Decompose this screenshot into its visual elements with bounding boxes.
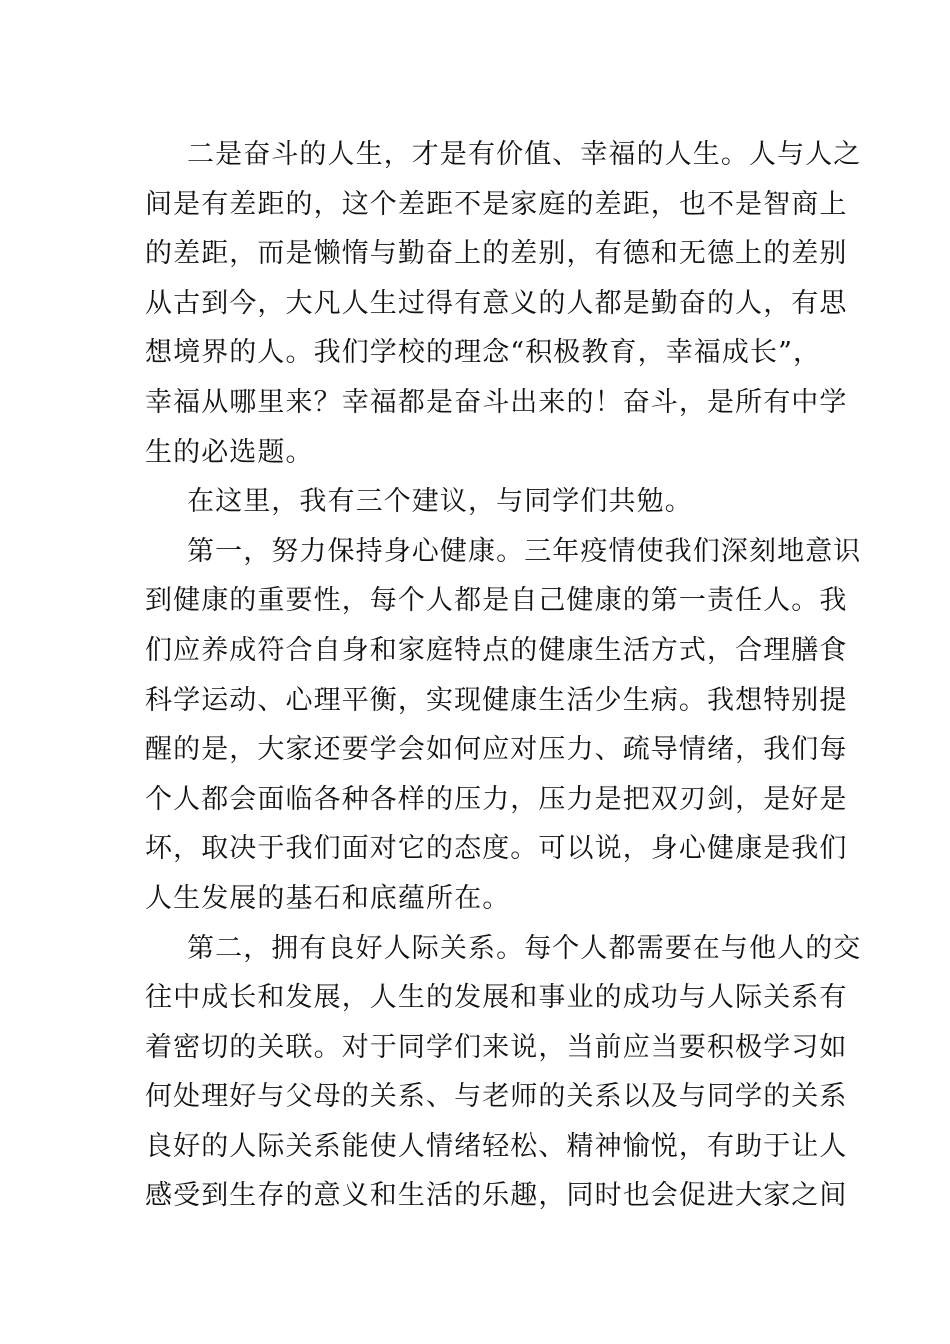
text-line: 科学运动、心理平衡，实现健康生活少生病。我想特别提 [145,684,848,716]
text-line: 何处理好与父母的关系、与老师的关系以及与同学的关系 [145,1081,848,1113]
text-line: 坏，取决于我们面对它的态度。可以说，身心健康是我们 [145,833,848,865]
paragraph-suggestions [145,477,810,527]
text-line: 的差距，而是懒惰与勤奋上的差别，有德和无德上的差别 [145,238,848,270]
text-line: 从古到今，大凡人生过得有意义的人都是勤奋的人，有思 [145,287,848,319]
text-line: 往中成长和发展，人生的发展和事业的成功与人际关系有 [145,982,848,1014]
text-line: 良好的人际关系能使人情绪轻松、精神愉悦，有助于让人 [145,1130,848,1162]
text-line: 人生发展的基石和底蕴所在。 [145,882,511,914]
paragraph-struggle [145,130,862,477]
text-line: 着密切的关联。对于同学们来说，当前应当要积极学习如 [145,1031,848,1063]
text-line: 在这里，我有三个建议，与同学们共勉。 [187,486,693,518]
document-body [145,130,862,1221]
text-line: 感受到生存的意义和生活的乐趣，同时也会促进大家之间 [145,1180,848,1212]
text-line: 们应养成符合自身和家庭特点的健康生活方式，合理膳食 [145,634,848,666]
text-line: 生的必选题。 [145,436,314,468]
text-line: 醒的是，大家还要学会如何应对压力、疏导情绪，我们每 [145,734,848,766]
text-line: 第一，努力保持身心健康。三年疫情使我们深刻地意识 [187,535,862,567]
text-line: 幸福从哪里来？幸福都是奋斗出来的！奋斗，是所有中学 [145,386,848,418]
paragraph-relationships [145,924,862,1222]
text-line: 到健康的重要性，每个人都是自己健康的第一责任人。我 [145,585,848,617]
text-line: 第二，拥有良好人际关系。每个人都需要在与他人的交 [187,932,862,964]
text-line: 间是有差距的，这个差距不是家庭的差距，也不是智商上 [145,188,848,220]
paragraph-health [145,527,862,924]
text-line: 个人都会面临各种各样的压力，压力是把双刃剑，是好是 [145,783,848,815]
text-line: 二是奋斗的人生，才是有价值、幸福的人生。人与人之 [187,139,862,170]
text-line: 想境界的人。我们学校的理念“积极教育，幸福成长”， [145,337,822,369]
